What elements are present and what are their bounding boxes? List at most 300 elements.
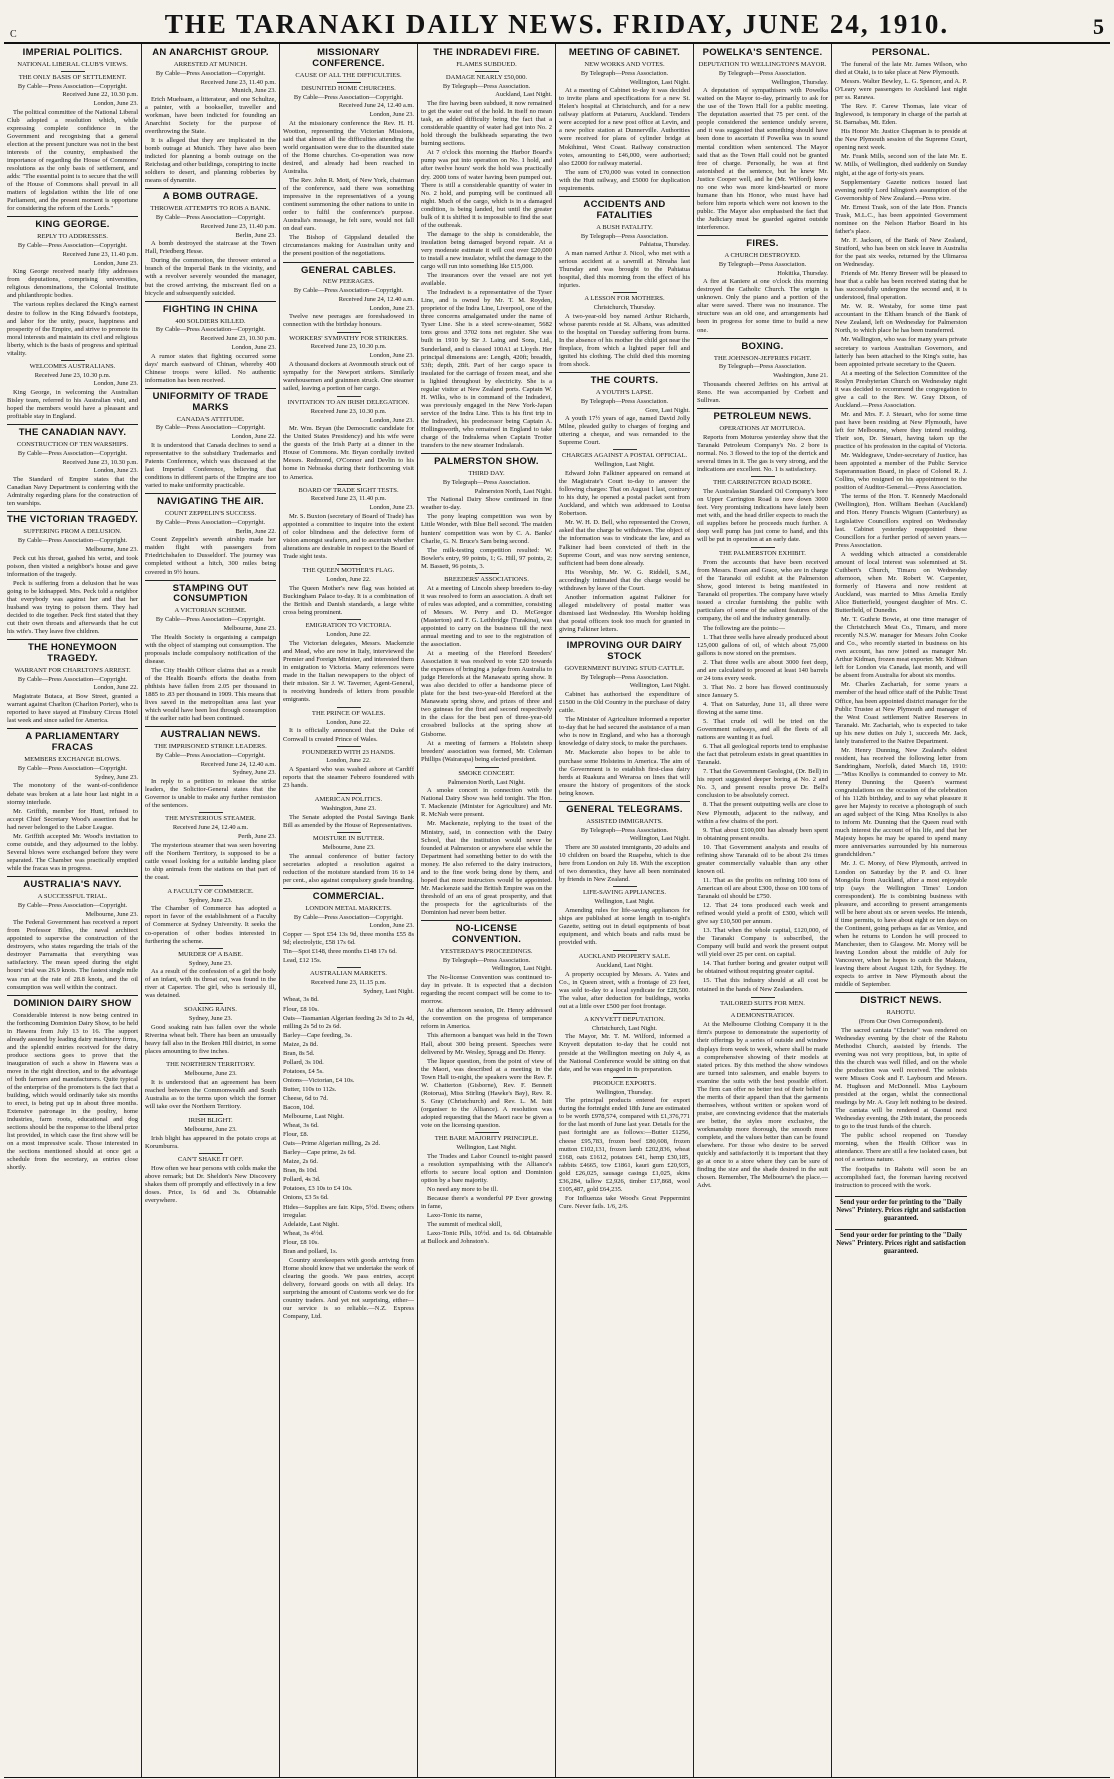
article-paragraph: Mr. Frank Mills, second son of the late Mr. E. W. Mills, of Wellington, died suddenly on Sunday night, at the age of forty-six years.: [835, 153, 967, 177]
article-paragraph: The sacred cantata "Christie" was rendered on Wednesday evening by the choir of the Rahotu Methodist Church, assisted by friends. The evening was not very propitious, but, in spite of this the church was well filled, and on the whole the production was well received. The soloists were Misses Cook and F. Laybourn and Messrs. M. Hughson and McDonnell. Miss Laybourn presided at the organ, whilst the connectional readings by Mr. A. Gray left nothing to be desired. The cantata will be rendered at Oaonui next Wednesday evening, the 29th instant, the proceeds to go to the trust funds of the church.: [835, 1026, 967, 1131]
article-paragraph: The Federal Government has received a report from Professor Biles, the naval architect appointed to supervise the construction of the destroyers, who states regarding the trials of the destroyer Parramatta that everything was satisfactory. The mean speed during the eight hours' trial was 26.9 knots. The fastest single mile was run at the rate of 28.8 knots, and the oil consumption was well within the contract.: [7, 919, 138, 991]
article-paragraph: 12. That 24 tons produced each week and refined would yield a profit of £300, which will give say £10,500 per annum.: [697, 902, 828, 926]
article-paragraph: At a meeting of farmers a Holstein sheep breeders' association was formed, Mr. Coleman Phillips (Wairarapa) being elected president.: [421, 739, 552, 763]
article: [145, 1114, 276, 1205]
article-subhead: THE CARRINGTON ROAD BORE.: [713, 478, 812, 486]
column-6: [694, 44, 832, 1777]
dateline: Received June 24, 12.40 a.m.: [338, 296, 414, 304]
dateline: Washington, June 23.: [321, 805, 376, 813]
article-subhead: IRISH BLIGHT.: [188, 1116, 233, 1124]
article-paragraph: 1. That three wells have already produced about 125,000 gallons of oil, of which about 75,000 gallons is now stored on the premises.: [697, 633, 828, 657]
section-divider: [337, 82, 361, 83]
article-paragraph: A rumor states that fighting occurred some days' march eastward of Chinan, whereby 400 Chinese troops were killed. No authentic information has been received.: [145, 352, 276, 384]
article-paragraph: It is understood that Canada declines to send a representative to the subsidiary Trademarks and Patents Conference, which was discussed at the last Imperial Conference, believing that conditions in different parts of the Empire are too varied to make uniformity practicable.: [145, 441, 276, 490]
article-subhead: AUCKLAND PROPERTY SALE.: [578, 953, 671, 961]
market-line: Wheat, 3s 6d.: [283, 1122, 319, 1130]
article-paragraph: The liquor question, from the point of view of the Maori, was described at a meeting in the Town Hall to-night, the speakers were the Rev. F. W. Chatterton (Gisborne), Rev. F. Bennett (Rotorua), Miss Stirling (Hawke's Bay), Rev. R. S. Gray (Christchurch) and Rev. L. M. Isitt (organiser to the Alliance). A resolution was adopted requesting that the Maori race be given a vote on the licensing question.: [421, 1057, 552, 1129]
article-paragraph: 13. That when the whole capital, £120,000, of the Taranaki Company is subscribed, the Company will build and work the present output will yield over 25 per cent. on capital.: [697, 927, 828, 959]
article-paragraph: Laxo-Tonic its name,: [427, 1211, 483, 1219]
article-heading: STAMPING OUT CONSUMPTION: [145, 580, 276, 606]
article: [145, 188, 276, 297]
article-subhead: CAUSE OF ALL THE DIFFICULTIES.: [295, 71, 402, 79]
article-subhead: NEW WORKS AND VOTES.: [584, 60, 665, 68]
article-heading: THE HONEYMOON TRAGEDY.: [7, 639, 138, 665]
article: [283, 48, 414, 259]
section-divider: [337, 619, 361, 620]
dateline: Received June 24, 12.40 a.m.: [172, 824, 249, 832]
market-line: Butter, 110s to 112s.: [283, 1085, 337, 1093]
article-subhead: MOISTURE IN BUTTER.: [312, 835, 385, 842]
dateline: London, June 23.: [231, 343, 276, 351]
article-paragraph: The Chamber of Commerce has adopted a report in favor of the establishment of a Faculty of Commerce at Sydney University. It seeks the co-operation of other bodies interested in furthering the scheme.: [145, 905, 276, 945]
dateline: By Cable—Press Association—Copyright.: [17, 901, 128, 909]
market-line: Bran and pollard, 1s.: [283, 1247, 338, 1255]
article-subhead: REPLY TO ADDRESSES.: [37, 233, 108, 241]
dateline: Christchurch, Last Night.: [592, 1024, 657, 1032]
article-paragraph: Erich Muehsam, a litterateur, and one Schultze, a painter, with a bookseller, traveller and workman, have been indicted for founding an Anarchist Society for the purpose of overthrowing the State.: [145, 95, 276, 136]
article-paragraph: Mr. Ernest Trask, son of the late Hon. Francis Trask, M.L.C., has been appointed Government nominee on the Nelson Harbor Board in his father's place.: [835, 203, 967, 235]
market-line: Pollard, 4s 3d.: [283, 1176, 321, 1184]
article-paragraph: The mysterious steamer that was seen hovering off the Northern Territory, is supposed to be a cattle vessel looking for a suitable landing place to ship animals from the stations on that part of the coast.: [145, 841, 276, 881]
market-line: Hides—Supplies are fair. Kips, 5½d. Ewes; others irregular.: [283, 1203, 414, 1219]
dateline: Palmerston North, Last Night.: [474, 487, 552, 495]
article-subhead: THE IMPRISONED STRIKE LEADERS.: [154, 743, 267, 751]
dateline: Received June 23, 11.40 p.m.: [62, 250, 138, 258]
dateline: Wellington, Last Night.: [629, 835, 690, 843]
dateline: London, June 23.: [369, 504, 414, 512]
section-divider: [475, 767, 499, 768]
article-paragraph: Peck is suffering from a delusion that he was going to be kidnapped. Mrs. Peck told a neighbor that everybody was against her and that her husband was trying to poison them. They had decided to die together. Peck first stated that they cut their own throats and afterwards that he cut his wife's. They leave five children.: [7, 579, 138, 635]
market-line: Melbourne, Last Night.: [283, 1113, 345, 1121]
article: [697, 997, 828, 1191]
article-paragraph: The National Dairy Show continued in fine weather to-day.: [421, 496, 552, 512]
article-heading: THE VICTORIAN TRAGEDY.: [7, 511, 138, 526]
article: [145, 1003, 276, 1111]
article-subhead: A YOUTH'S LAPSE.: [595, 389, 654, 397]
article-heading: BOXING.: [697, 338, 828, 353]
article: [145, 726, 276, 882]
article-paragraph: The following are the points:—: [703, 624, 785, 632]
market-line: Tin—Spot £148, three months £148 17s 6d.: [283, 948, 397, 956]
article-paragraph: 15. That this industry should at all cost be retained in the hands of New Zealanders.: [697, 977, 828, 993]
article-paragraph: A two-year-old boy named Arthur Richards, whose parents reside at St. Albans, was admitted to the hospital on Tuesday suffering from burns. In the absence of his mother the child got near the fireplace, from which a lighted paper fell and ignited his clothing. The child died this morning from shock.: [559, 312, 690, 369]
article-paragraph: Considerable interest is now being centred in the forthcoming Dominion Dairy Show, to be held in Hawera from July 13 to 16. The support already assured by leading dairy machinery firms, and the splendid entries received for the dairy produce sections goes to prove that the inauguration of such a show in Hawera was a move in the right direction, and to the advantage of both farmers and manufacturers. Quite typical of the enterprise of the promoters is the fact that a building, which would ordinarily take six months to erect, is being put up in about three months. Extensive patronage in the poultry, home industries, farm roots, educational and dog sections should be the response to the liberal prize list provided, in which case the first show will be on a most impressive scale. Those interested in the sections mentioned should at once get a schedule from the secretary, as entries close shortly.: [7, 1011, 139, 1172]
article: [7, 639, 138, 725]
dateline: By Cable—Press Association—Copyright.: [155, 214, 266, 222]
dateline: Wellington, Last Night.: [629, 682, 690, 690]
market-line: Cheese, 6d to 7d.: [283, 1094, 328, 1102]
article: [283, 262, 414, 393]
masthead-corner-mark: C: [10, 29, 17, 40]
article-heading: DISTRICT NEWS.: [835, 992, 967, 1007]
dateline: Sydney, June 23.: [94, 773, 138, 781]
market-line: Barley—Cape prime, 2s 6d.: [283, 1149, 356, 1157]
article-subhead: CAN'T SHAKE IT OFF.: [177, 1155, 244, 1163]
article-subhead: THROWER ATTEMPTS TO ROB A BANK.: [150, 205, 271, 213]
market-line: Adelaide, Last Night.: [283, 1220, 339, 1228]
dateline: By Telegraph—Press Association.: [442, 478, 531, 486]
article-paragraph: His Worship, Mr. W. G. Riddell, S.M., accordingly intimated that the charge would be withdrawn by leave of the Court.: [559, 568, 690, 592]
article: [697, 235, 828, 335]
dateline: By Cable—Press Association—Copyright.: [17, 675, 128, 683]
article-paragraph: A thousand dockers at Avonmouth struck out of sympathy for the Newport strikers. Similarly warehousemen and grainmen struck. One steamer sailed, leaving a portion of her cargo.: [283, 360, 414, 392]
article-paragraph: Friends of Mr. Henry Brewer will be pleased to hear that a cable has been received stating that he has successfully undergone the second and, it is understood, final operation.: [835, 270, 967, 302]
article-paragraph: Mr. and Mrs. F. J. Steuart, who for some time past have been residing at New Plymouth, have left for Melbourne, where they intend residing. Their son, Dr. Steuart, having taken up the practice of his profession in the capital of Victoria.: [835, 410, 967, 451]
article-paragraph: Reports from Moturoa yesterday show that the Taranaki Petroleum Company's No. 2 bore is normal. No. 3 flowed to the top of the derrick and several times in it. The gas is very strong, and the indications are excellent. No. 1 is satisfactory.: [697, 433, 828, 473]
dateline: By Cable—Press Association—Copyright.: [293, 93, 404, 101]
article-paragraph: 7. That the Government Geologist, (Dr. Bell) in his report suggested deeper boring at No. 2 and No. 3, and present results prove Dr. Bell's conclusion to be absolutely correct.: [697, 768, 828, 800]
article-paragraph: Count Zeppelin's seventh airship made her maiden flight with passengers from Friedrichshafen to Dusseldorf. The journey was completed without a hitch, 300 miles being covered in 9½ hours.: [145, 536, 276, 576]
article: [559, 48, 690, 193]
article: [421, 453, 552, 764]
dateline: London, June 23.: [369, 416, 414, 424]
article-heading: DOMINION DAIRY SHOW: [7, 995, 138, 1010]
article: [7, 511, 138, 636]
section-divider: [337, 484, 361, 485]
article-paragraph: The annual conference of butter factory secretaries adopted a resolution against a reduction of the moisture standard from 16 to 14 per cent., also against compulsory grade branding.: [283, 852, 414, 884]
article-subhead: THE ONLY BASIS OF SETTLEMENT.: [18, 73, 127, 81]
article-subhead: THE NORTHERN TERRITORY.: [166, 1061, 255, 1069]
section-divider: [337, 967, 361, 968]
article-subhead: ASSISTED IMMIGRANTS.: [586, 817, 663, 825]
dateline: By Telegraph—Press Association.: [580, 232, 669, 240]
article: [283, 793, 414, 884]
article: [559, 801, 690, 947]
dateline: Wellington, Thursday.: [596, 1088, 653, 1096]
article-subhead: BREEDERS' ASSOCIATIONS.: [444, 575, 529, 583]
dateline: Received June 23, 10.30 p.m.: [62, 458, 138, 466]
article-paragraph: The monotony of the want-of-confidence debate was broken at a late hour last night in a stormy interlude.: [7, 782, 138, 806]
article-paragraph: The Rev. John R. Mott, of New York, chairman of the conference, said there was something impressive in the representatives of a young continent summoning the other nations to unite in order to fulfil the conference's purpose. Australia's message, he felt sure, would not fall on deaf ears.: [283, 177, 414, 233]
section-divider: [337, 707, 361, 708]
dateline: By Telegraph—Press Association.: [442, 82, 531, 90]
article: [283, 396, 414, 561]
dateline: London, June 22.: [93, 684, 138, 692]
dateline: Received June 24, 12.40 a.m.: [200, 760, 276, 768]
section-divider: [199, 1114, 223, 1115]
dateline: By Cable—Press Association—Copyright.: [17, 82, 128, 90]
column-4: [418, 44, 556, 1777]
article: [145, 580, 276, 724]
market-line: Oats—Tasmanian Algerian feeding 2s 3d to 2s 4d, milling 2s 5d to 2s 6d.: [283, 1014, 414, 1030]
article-subhead: EMIGRATION TO VICTORIA.: [305, 621, 392, 629]
article-heading: MEETING OF CABINET.: [568, 47, 681, 58]
article-subhead: THE QUEEN MOTHER'S FLAG.: [302, 567, 395, 575]
article-paragraph: The fire having been subdued, it now remained to get the water out of the hold. In itself no mean task, an added difficulty being the fact that a considerable quantity of water had got into No. 2 hold through the bulkheads separating the two burning sections.: [421, 100, 552, 148]
dateline: By Cable—Press Association—Copyright.: [155, 752, 266, 760]
dateline: Wellington, Last Night.: [456, 1143, 517, 1151]
section-divider: [337, 746, 361, 747]
market-line: Flour, £8 10s.: [283, 1238, 319, 1246]
article-subhead: A SUCCESSFUL TRIAL.: [37, 892, 108, 900]
article: [7, 424, 138, 508]
article-paragraph: During the commotion, the thrower entered a branch of the Imperial Bank in the vicinity, and with a revolver severely wounded the manager, but the crowd arriving, the miscreant fled on a bicycle and subsequently suicided.: [145, 257, 276, 297]
market-line: Maize, 2s 8d.: [283, 1040, 319, 1048]
article: [7, 48, 138, 213]
article-paragraph: At the Melbourne Clothing Company it is the firm's purpose to demonstrate the superiority of their offerings by a series of outside and window displays from week to week, where shall be made a comprehensive showing of their models at stated prices. By this method the show windows are turned into salesmen, and enable buyers to examine the suits with the best possible effort. The firm can offer no better test of their belief in the merits of their apparel than that the garments themselves, without written or spoken word of praise, are convincing evidence that the materials are better, the styles more exclusive, the workmanship more thorough, the smooth more complete, and the values better than can be found elsewhere. For those who desire to be served quickly and satisfactorily it is important that they go at once to a store where they can be sure of finding the size and the shade desired in the suit chosen. Remember, The Melbourne's the place.—Advt.: [697, 1021, 828, 1190]
dateline: Palmerston North, Last Night.: [447, 778, 526, 786]
article-paragraph: At a meeting of Lincoln sheep breeders to-day it was resolved to form an association. A draft set of rules was adopted, and a committee, consisting of Messrs. W. Perry and D. McGregor (Masterton) and F. G. Lethbridge (Turakina), was appointed to carry on the business till the next annual meeting and to see to the registration of the association.: [421, 584, 552, 648]
dateline: Received June 23, 11.15 p.m.: [310, 979, 387, 987]
article-subhead: THE BARE MAJORITY PRINCIPLE.: [434, 1135, 539, 1143]
article-heading: THE COURTS.: [559, 372, 690, 387]
column-2: [142, 44, 280, 1777]
article-subhead: A LESSON FOR MOTHERS.: [584, 295, 665, 303]
article: [145, 48, 276, 185]
article-heading: PERSONAL.: [871, 47, 931, 58]
article-paragraph: Messrs. Walter Bewley, L. G. Spencer, and A. P. O'Leary were passengers to Auckland last night per ss. Rarawa.: [835, 78, 967, 102]
dateline: By Telegraph—Press Association.: [580, 826, 669, 834]
article-paragraph: At the missionary conference the Rev. H. H. Wootton, representing the Victorian Missions, said that almost all the difficulties attending the world organisation were due to the disunited state of the Home churches. Co-operation was now desired, and already had been reached in Australia.: [283, 119, 414, 175]
article-heading: NAVIGATING THE AIR.: [145, 493, 276, 508]
market-line: Maize, 2s 6d.: [283, 1158, 319, 1166]
article: [145, 493, 276, 576]
dateline: By Cable—Press Association—Copyright.: [293, 913, 404, 921]
section-divider: [751, 997, 775, 998]
article-paragraph: 8. That the present outputting wells are close to New Plymouth, adjacent to the railway, and within a few chains of the port.: [697, 801, 828, 825]
article-paragraph: The public school reopened on Tuesday morning, when the Health Officer was in attendance. There are still a few isolated cases, but not of a serious nature.: [835, 1132, 967, 1164]
article-subhead: WORKERS' SYMPATHY FOR STRIKERS.: [289, 334, 408, 342]
market-line: Bacon, 10d.: [283, 1104, 315, 1112]
article-paragraph: Mr. Wm. Bryan (the Democratic candidate for the United States Presidency) and his wife were the guests of the Irish Party at a dinner in the House of Commons. Mr. Bryan cordially invited Messrs. Redmond, O'Connor and Devlin to his home in Nebraska during their forthcoming visit to America.: [283, 425, 414, 481]
dateline: Berlin, June 22.: [235, 527, 276, 535]
section-divider: [475, 573, 499, 574]
article-heading: PETROLEUM NEWS.: [697, 408, 828, 423]
article-heading: MISSIONARY CONFERENCE.: [312, 47, 385, 69]
article-subhead: THIRD DAY.: [468, 470, 505, 478]
dateline: Melbourne, June 23.: [85, 545, 138, 553]
article-paragraph: The various replies declared the King's earnest desire to follow in the King Edward's footsteps, and labor for the unity, peace, happiness and prosperity of the Empire, and strive to promote its moral interests and maintain its civil and religious liberty, which is the basis of progress and spiritual vitality.: [7, 301, 138, 357]
article-subhead: THE MYSTERIOUS STEAMER.: [165, 815, 256, 823]
section-divider: [613, 449, 637, 450]
dateline: London, June 23.: [369, 111, 414, 119]
article-paragraph: Mr. W. R. Westaby, for some time past accountant in the Eltham branch of the Bank of New Zealand, left on Wednesday for Palmerston North, to which place he has been transferred.: [835, 303, 967, 335]
dateline: Munich, June 23.: [231, 87, 276, 95]
article-heading: THE CANADIAN NAVY.: [7, 424, 138, 439]
section-divider: [613, 292, 637, 293]
article-paragraph: 3. That No. 2 bore has flowed continuously since January 5.: [697, 683, 828, 699]
article-paragraph: The No-license Convention was continued to-day in private. It is expected that a decision regarding the recent compact will be come to to-morrow.: [421, 974, 552, 1006]
article: [7, 728, 138, 873]
market-line: Barley—Cape feeding, 3s.: [283, 1031, 352, 1039]
section-divider: [751, 1009, 775, 1010]
article-subhead: YESTERDAY'S PROCEEDINGS.: [440, 947, 533, 955]
article-paragraph: 14. That further boring and greater output will be obtained without requiring greater capital.: [697, 960, 828, 976]
dateline: Melbourne, June 23.: [184, 1125, 237, 1133]
article-paragraph: At a meeting of the Selection Committee of the Roslyn Presbyterian Church on Wednesday night it was decided to recommend the congregation to give a call to the Rev. W. Gray Dixon, of Auckland.—Press Association.: [835, 369, 967, 409]
dateline: By Telegraph—Press Association.: [580, 69, 669, 77]
market-line: Pollard, 3s 10d.: [283, 1058, 324, 1066]
article-paragraph: A fire at Kaniere at one o'clock this morning destroyed the Catholic Church. The origin is unknown. Only the piano and a portion of the altar were saved. There was no insurance. The structure was an old one, and arrangements had been in progress for some time to build a new one.: [697, 278, 828, 334]
dateline: London, June 23.: [369, 352, 414, 360]
section-divider: [337, 332, 361, 333]
article-paragraph: A wedding which attracted a considerable amount of local interest was solemnised at St. Cuthbert's Church, Timaru on Wednesday afternoon, when Mr. Robert W. Carpenter, formerly of Hawera and now resident at Auckland, was married to Miss Amelia Emily Alice Butterfield, youngest daughter of Mrs. C. Butterfield, of Dunedin.: [835, 550, 967, 615]
article-subhead: ARRESTED AT MUNICH.: [173, 60, 248, 68]
dateline: London, June 22.: [326, 630, 371, 638]
dateline: Received June 23, 10.30 p.m.: [34, 371, 111, 379]
article-subhead: PRODUCE EXPORTS.: [593, 1079, 656, 1087]
article-paragraph: The Health Society is organising a campaign with the object of stamping out consumption. The proposals include compulsory notification of the disease.: [145, 633, 276, 665]
article-heading: POWELKA'S SENTENCE.: [702, 47, 823, 58]
article-paragraph: Good soaking rain has fallen over the whole Riverina wheat belt. There has been an unusually heavy fall also in the Broken Hill district, in some places amounting to five inches.: [145, 1023, 276, 1056]
article-paragraph: The Victorian delegates, Messrs. Mackenzie and Mead, who are now in Italy, interviewed the Premier and Foreign Minister, and interested them in emigration to Victoria. Many references were made in the Italian newspapers to the object of their mission. Sir J. W. Taverner, Agent-General, is receiving hundreds of letters from possible emigrants.: [283, 639, 414, 703]
dateline: By Telegraph—Press Association.: [580, 673, 669, 681]
article: [559, 950, 690, 1074]
article-paragraph: The Senate adopted the Postal Savings Bank Bill as amended by the House of Representatives.: [283, 813, 414, 829]
market-line: Wheat, 3s 8d.: [283, 996, 319, 1004]
article: [145, 885, 276, 1001]
article: [835, 48, 967, 989]
article-heading: UNIFORMITY OF TRADE MARKS: [145, 388, 276, 414]
dateline: London, June 23.: [93, 380, 138, 388]
section-divider: [199, 812, 223, 813]
article-paragraph: Amending rules for life-saving appliances for ships are published at some length in to-night's Gazette, setting out in detail equipments of boat equipment, and which boats and rafts must be provided with.: [559, 906, 690, 946]
article: [421, 767, 552, 917]
dateline: Auckland, Last Night.: [495, 91, 552, 99]
article-paragraph: The Australasian Standard Oil Company's bore on Upper Carrington Road is now down 3000 feet. Very promising indications have lately been met with, and the head driller expects to reach the oil supplies before he proceeds much further. A deep well pump has just come to hand, and this will be put in operation at an early date.: [697, 487, 828, 544]
article-paragraph: 4. That on Saturday, June 11, all three were flowing at the same time.: [697, 700, 828, 716]
article-subhead: MEMBERS EXCHANGE BLOWS.: [24, 756, 121, 764]
article-paragraph: Because there's a wonderful PP Ever growing in fame,: [421, 1194, 552, 1210]
article-paragraph: The City Health Officer claims that as a result of the Health Board's efforts the deaths from phthisis have fallen from 2.05 per thousand in 1885 to .83 per thousand in 1909. This means that lives saved in the metropolitan area last year which would have been lost through consumption if the earlier ratio had been continued.: [145, 666, 276, 723]
article-paragraph: His Honor Mr. Justice Chapman is to preside at the New Plymouth session of the Supreme Court, opening next week.: [835, 128, 967, 152]
article-heading: IMPERIAL POLITICS.: [22, 47, 123, 58]
section-divider: [613, 1013, 637, 1014]
dateline: London, June 23.: [93, 259, 138, 267]
article-subhead: OPERATIONS AT MOTUROA.: [719, 424, 806, 432]
article-paragraph: Mr. W. H. D. Bell, who represented the Crown, asked that the charge be withdrawn. The object of the information was to vindicate the law, and as Falkiner had been convicted of theft in the Supreme Court, and was now serving sentence, sufficient had been done already.: [559, 519, 690, 567]
article-paragraph: The insurances over the vessel are not yet available.: [421, 272, 552, 288]
printery-advert: Send your order for printing to the "Daily News" Printery. Prices right and satisfaction guaranteed.: [835, 1196, 967, 1223]
article-paragraph: A Spaniard who was washed ashore at Cardiff reports that the steamer Febrero foundered with 23 hands.: [283, 766, 414, 790]
article-subhead: 400 SOLDIERS KILLED.: [175, 317, 246, 325]
article-paragraph: A bomb destroyed the staircase at the Town Hall, Friedberg Hesse.: [145, 240, 276, 256]
article-paragraph: Edward John Falkiner appeared on remand at the Magistrate's Court to-day to answer the following charges: That on August 1 last, contrary to his duty, he opened a postal packet sent from Auckland, and which was addressed to Louisa Robertson.: [559, 470, 690, 518]
dateline: London, June 23.: [369, 304, 414, 312]
dateline: Berlin, June 23.: [235, 231, 276, 239]
dateline: Wellington, Thursday.: [771, 78, 828, 86]
section-divider: [337, 793, 361, 794]
dateline: By Telegraph—Press Association.: [442, 956, 531, 964]
dateline: By Cable—Press Association—Copyright.: [17, 765, 128, 773]
market-line: Flour, £8 10s.: [283, 1005, 319, 1013]
article-paragraph: This afternoon a banquet was held in the Town Hall, about 300 being present. Speeches were delivered by Mr. Wesley, Spragg and Dr. Henry.: [421, 1032, 552, 1056]
article-paragraph: A youth 17½ years of age, named David Jolly Milne, pleaded guilty to charges of forging and uttering a cheque, and was remanded to the Supreme Court.: [559, 415, 690, 447]
article-paragraph: A smoke concert in connection with the National Dairy Show was held tonight. The Hon. T. Mackenzie (Minister for Agriculture) and Mr. R. McNab were present.: [421, 787, 552, 819]
article-subhead: THE JOHNSON-JEFFRIES FIGHT.: [713, 354, 812, 362]
article: [7, 995, 138, 1173]
dateline: Sydney, June 23.: [188, 1015, 233, 1023]
column-3: [280, 44, 418, 1777]
article-subhead: DEPUTATION TO WELLINGTON'S MAYOR.: [698, 60, 827, 68]
article: [697, 338, 828, 405]
article: [559, 1077, 690, 1211]
dateline: Received June 23, 10.30 p.m.: [200, 335, 276, 343]
dateline: Received June 23, 11.40 p.m.: [200, 78, 276, 86]
article-paragraph: 5. That crude oil will be tried on the Government railways, and all the fleets of all nations are wanting it as fuel.: [697, 718, 828, 742]
market-line: Lead, £12 15s.: [283, 957, 322, 965]
article-paragraph: Mr. Henry Dunning, New Zealand's oldest resident, has received the following letter from Sandringham, Norfolk, dated March 18, 1910:—"Miss Knollys is commanded to convey to Mr. Henry Dunning the Queen's warmest congratulations on the occasion of the celebration of his 112th birthday, and to say what pleasure it gave her Majesty to receive a photograph of such an aged subject of the King. Miss Knollys is also to inform Mr. Dunning that the Queen read with much interest the account of his life, and that her Majesty hopes he may be spared to spend many more anniversaries surrounded by his numerous grandchildren.": [835, 746, 967, 859]
article-subhead: DAMAGE NEARLY £50,000.: [445, 73, 528, 81]
article: [145, 388, 276, 490]
article-paragraph: The Indradevi is a representative of the Tyser Line, and is owned by Mr. T. M. Royden, proprietor of the Indra Line, Liverpool, one of the three concerns amalgamated under the name of Tyser Line. She is a steel screw-steamer, 5682 tons gross and 3702 tons net register. She was built in 1910 by Sir J. Laing and Sons, Ltd., Sunderland, and is classed 100A1 at Lloyds. Her principal dimensions are: Length, 420ft; breadth, 53ft; depth, 28ft. Part of her cargo space is insulated for the carriage of frozen meat, and she is lighted throughout by electricity. She is a regular visitor at New Zealand ports. Captain W. H. Wilks, who is in command of the Indradevi, was previously engaged in the New York-Japan service of the Indra Line. This is his first trip in the Indradevi, his predecessor being Captain A. Hollingsworth, who remained in England to take charge of the Indralema when Captain Trotter transfers to the new steamer Indralarah.: [421, 289, 552, 450]
dateline: Sydney, June 23.: [232, 769, 276, 777]
section-divider: [337, 832, 361, 833]
article-subhead: LIFE-SAVING APPLIANCES.: [582, 889, 667, 897]
article: [559, 196, 690, 369]
article-subhead: DISUNITED HOME CHURCHES.: [301, 84, 396, 92]
article-paragraph: At a meeting of the Hereford Breeders' Association it was resolved to vote £20 towards the expenses of bringing a judge from Australia to judge Herefords at the Manawatu spring show. It was also decided to offer a handsome piece of plate for the best two-year-old Hereford at the Manawatu spring show, and prizes of three and two guineas for the first and second respectively in the class for the best pen of three-year-old crossbred bullocks at the spring show at Gisborne.: [421, 650, 552, 738]
article-paragraph: King George received nearly fifty addresses from deputations, comprising universities, religious denominations, the Colonial Institute and philanthropic bodies.: [7, 268, 138, 300]
dateline: Sydney, Last Night.: [363, 987, 414, 995]
article-subhead: BOARD OF TRADE SIGHT TESTS.: [298, 486, 399, 494]
article: [697, 408, 828, 544]
article-paragraph: The sum of £70,000 was voted in connection with the Hutt railway, and £5000 for duplication requirements.: [559, 168, 690, 192]
article-paragraph: Cabinet has authorised the expenditure of £1500 in the Old Country in the purchase of dairy cattle.: [559, 691, 690, 715]
dateline: London, June 22.: [326, 576, 371, 584]
article-paragraph: 9. That about £100,000 has already been spent in obtaining present results.: [697, 826, 828, 842]
dateline: London, June 22.: [326, 757, 371, 765]
article-paragraph: The Standard of Empire states that the Canadian Navy Department is conferring with the Admiralty regarding plans for the construction of ten warships.: [7, 476, 138, 508]
article-subhead: THE PALMERSTON EXHIBIT.: [719, 550, 806, 558]
article-subhead: CONSTRUCTION OF TEN WARSHIPS.: [16, 441, 129, 449]
article: [7, 876, 138, 992]
article-paragraph: 6. That all geological reports tend to emphasise the fact that petroleum exists in great quantities in Taranaki.: [697, 743, 828, 767]
section-divider: [751, 547, 775, 548]
section-divider: [751, 476, 775, 477]
article-paragraph: The Mayor, Mr. T. M. Wilford, informed a Knyvett deputation to-day that he could not preside at the Wellington meeting on July 4, as the National Conference would be sitting on that date, and he was engaged in its preparation.: [559, 1033, 690, 1073]
article: [559, 637, 690, 798]
article-paragraph: The Bishop of Gippsland detailed the circumstances making for Australian unity and the present position of the negotiations.: [283, 234, 414, 258]
dateline: By Cable—Press Association—Copyright.: [155, 616, 266, 624]
column-5: [556, 44, 694, 1777]
article-heading: FIGHTING IN CHINA: [145, 301, 276, 316]
article-paragraph: Mr. Mackenzie, replying to the toast of the Ministry, said, in connection with the Dairy School, that the institution would never be founded at Palmerston or anywhere else while the Department had something better to do with the money. He also referred to the dairy instructors, and to the fine work being done by them, and hoped that more instructors would be appointed. Mr. Mackenzie said the British Empire was on the threshold of an era of great prosperity, and that the prospects for the agriculturists of the Dominion had never been better.: [421, 820, 552, 916]
article-paragraph: For Influenza take Wood's Great Peppermint Cure. Never fails. 1/6, 2/6.: [559, 1194, 690, 1210]
article-subhead: CHARGES AGAINST A POSTAL OFFICIAL.: [561, 452, 688, 460]
article-subhead: A DEMONSTRATION.: [730, 1012, 795, 1020]
article-paragraph: As a result of the confession of a girl the body of an infant, with its throat cut, was found in the river at Capertee. The girl, who is seriously ill, was detained.: [145, 968, 276, 1000]
dateline: Received June 23, 10.30 p.m.: [310, 407, 387, 415]
article-heading: COMMERCIAL.: [283, 888, 414, 903]
dateline: (From Our Own Correspondent).: [858, 1018, 944, 1026]
article-paragraph: Thousands cheered Jeffries on his arrival at Reno. He was accompanied by Corbett and Sullivan.: [697, 380, 828, 404]
article-paragraph: Peck cut his throat, gashed his wrist, and took poison, then visited a neighbor's house and gave information of the tragedy.: [7, 554, 138, 578]
dateline: Christchurch, Thursday.: [593, 304, 656, 312]
article-heading: FIRES.: [697, 235, 828, 250]
article-subhead: MURDER OF A BABE.: [178, 950, 243, 958]
section-divider: [337, 396, 361, 397]
article-paragraph: The Trades and Labor Council to-night passed a resolution sympathising with the Alliance's efforts to secure local option and Dominion option by a bare majority.: [421, 1152, 552, 1184]
article-paragraph: Magistrate Butaca, at Bow Street, granted a warrant against Charlton (Charlton Porter), who is reported to have stayed at Finsbury Circus Hotel last week and since sailed for America.: [7, 693, 138, 725]
market-line: Bran, 8s 5d.: [283, 1049, 315, 1057]
article-subhead: THE PRINCE OF WALES.: [311, 709, 386, 717]
dateline: Gore, Last Night.: [645, 406, 690, 414]
article-heading: A PARLIAMENTARY FRACAS: [7, 728, 138, 754]
market-line: Onions—Victorian, £4 10s.: [283, 1076, 355, 1084]
article-heading: PALMERSTON SHOW.: [421, 453, 552, 468]
article-paragraph: The damage to the ship is considerable, the insulation being damaged beyond repair. At a very moderate estimate it will cost over £20,000 to install a new insulator, whilst the damage to the cargo will run into something like £15,000.: [421, 230, 552, 271]
dateline: Melbourne, June 23.: [223, 624, 276, 632]
article-paragraph: 2. That three wells are about 3000 feet deep, and are calculated to proceed at least 140 barrels or 24 tons every week.: [697, 658, 828, 682]
section-divider: [337, 564, 361, 565]
article-subhead: A VICTORIAN SCHEME.: [174, 607, 247, 615]
section-divider: [61, 360, 85, 361]
article-paragraph: Twelve new peerages are foreshadowed in connection with the birthday honours.: [283, 313, 414, 329]
article-paragraph: Mr. Waldegrave, Under-secretary of Justice, has been appointed a member of the Public Service Superannuation Board, in place of Colonel R. J. Collins, who resigned on his appointment to the position of Auditor-General.—Press Association.: [835, 452, 967, 492]
article-paragraph: Mr. Mackenzie also hopes to be able to purchase some Holsteins in America. The aim of the Government is to establish first-class dairy herds at Ruakura and Weraroa on lines that will ensure the history of progenitors of the stock being known.: [559, 749, 690, 797]
article-paragraph: It is understood that an agreement has been reached between the Commonwealth and South Australia as to the terms upon which the former will take over the Northern Territory.: [145, 1078, 276, 1110]
